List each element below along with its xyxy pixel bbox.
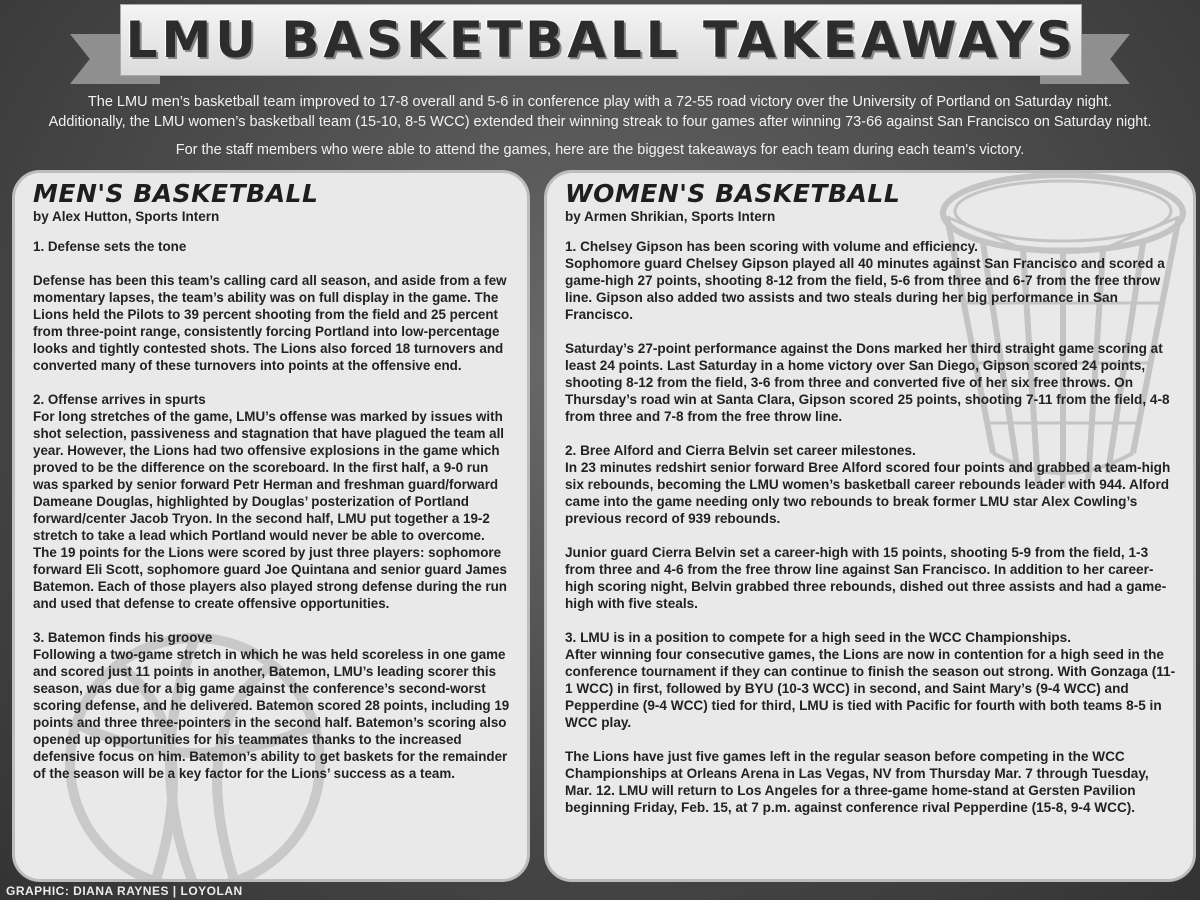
- intro-text: [0, 92, 1200, 160]
- womens-panel: [544, 170, 1196, 882]
- womens-byline: by Armen Shrikian, Sports Intern: [565, 209, 776, 224]
- mens-byline: by Alex Hutton, Sports Intern: [33, 209, 220, 224]
- womens-title: WOMEN'S BASKETBALL: [565, 179, 901, 208]
- graphic-credit: GRAPHIC: DIANA RAYNES | LOYOLAN: [6, 884, 243, 898]
- mens-title: MEN'S BASKETBALL: [33, 179, 319, 208]
- mens-panel: [12, 170, 530, 882]
- womens-article: 1. Chelsey Gipson has been scoring with volume and efficiency. Sophomore guard Chelsey Gipson played all 40 minutes against San Francisco and scored a game-high 27 points, shooting 8-12 from the field, 5-6 from three and 6-7 from the free throw line. Gipson also added two assists and two steals during her big performance in San Francisco. Saturday’s 27-point performance against the Dons marked her third straight game scoring at least 24 points. Last Saturday in a home victory over San Diego, Gipson scored 24 points, shooting 8-12 from the field, 3-6 from three and converted five of her six free throws. On Thursday’s road win at Santa Clara, Gipson scored 25 points, shooting 7-11 from the field, 4-8 from three and 7-8 from the free throw line. 2. Bree Alford and Cierra Belvin set career milestones. In 23 minutes redshirt senior forward Bree Alford scored four points and grabbed a team-high six rebounds, becoming the LMU women’s basketball career rebounds leader with 944. Alford came into the game needing only two rebounds to break former LMU star Alex Cowling’s previous record of 939 rebounds. Junior guard Cierra Belvin set a career-high with 15 points, shooting 5-9 from the field, 1-3 from three and 4-6 from the free throw line against San Francisco. In addition to her career-high scoring night, Belvin grabbed three rebounds, dished out three assists and had a game-high with five steals. 3. LMU is in a position to compete for a high seed in the WCC Championships. After winning four consecutive games, the Lions are now in contention for a high seed in the conference tournament if they can continue to finish the season out strong. With Gonzaga (11-1 WCC) in first, followed by BYU (10-3 WCC) in second, and Saint Mary’s (9-4 WCC) and Pepperdine (9-4 WCC) tied for third, LMU is tied with Pacific for fourth with both teams 8-5 in WCC play. The Lions have just five games left in the regular season before competing in the WCC Championships at Orleans Arena in Las Vegas, NV from Thursday Mar. 7 through Tuesday, Mar. 12. LMU will return to Los Angeles for a three-game home-stand at Gersten Pavilion beginning Friday, Feb. 15, at 7 p.m. against conference rival Pepperdine (15-8, 9-4 WCC).: [565, 239, 1176, 815]
- title-banner: [70, 4, 1130, 84]
- mens-article: 1. Defense sets the tone Defense has been this team’s calling card all season, and aside from a few momentary lapses, the team’s ability was on full display in the game. The Lions held the Pilots to 39 percent shooting from the field and 25 percent from three-point range, consistently forcing Portland into low-percentage looks and tightly contested shots. The Lions also forced 18 turnovers and converted many of these turnovers into points at the offensive end. 2. Offense arrives in spurts For long stretches of the game, LMU’s offense was marked by issues with shot selection, passiveness and stagnation that have plagued the team all year. However, the Lions had two offensive explosions in the game which proved to be the difference on the scoreboard. In the first half, a 9-0 run was sparked by senior forward Petr Herman and freshman guard/forward Dameane Douglas, highlighted by Douglas’ posterization of Portland forward/center Jacob Tryon. In the second half, LMU put together a 19-2 stretch to take a lead which Portland would never be able to overcome. The 19 points for the Lions were scored by just three players: sophomore forward Eli Scott, sophomore guard Joe Quintana and senior guard James Batemon. Each of those players also played strong defense during the run and used that defense to create offensive opportunities. 3. Batemon finds his groove Following a two-game stretch in which he was held scoreless in one game and scored just 11 points in another, Batemon, LMU’s leading scorer this season, was due for a big game against the conference’s second-worst scoring defense, and he delivered. Batemon scored 28 points, including 19 points and three three-pointers in the second half. Batemon’s scoring also opened up opportunities for his teammates thanks to the increased defensive focus on him. Batemon’s ability to get baskets for the remainder of the season will be a key factor for the Lions’ success as a team.: [33, 239, 510, 781]
- intro-line-1: The LMU men’s basketball team improved to 17-8 overall and 5-6 in conference play with a 72-55 road victory over the University of Portland on Saturday night.: [87, 94, 1113, 110]
- banner-plate: [120, 4, 1082, 76]
- intro-line-2: Additionally, the LMU women’s basketball team (15-10, 8-5 WCC) extended their winning streak to four games after winning 73-66 against San Francisco on Saturday night.: [48, 114, 1152, 130]
- intro-line-3: For the staff members who were able to attend the games, here are the biggest takeaways for each team during each team's victory.: [175, 142, 1025, 158]
- page-title: LMU BASKETBALL TAKEAWAYS: [125, 11, 1077, 69]
